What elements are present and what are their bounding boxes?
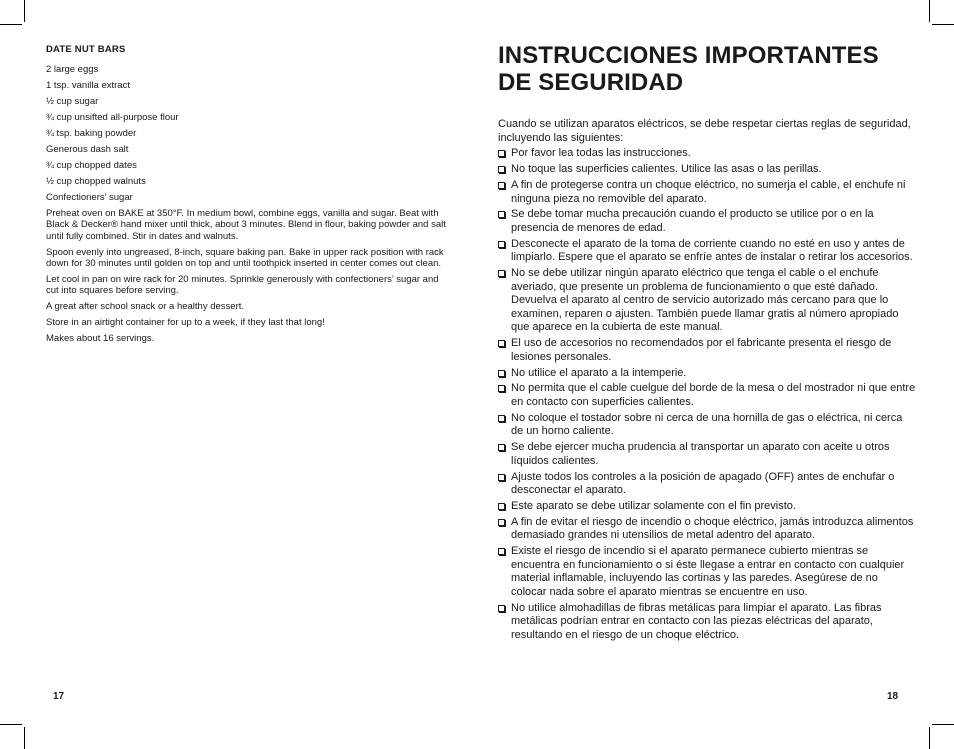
safety-item-text: Se debe tomar mucha precaución cuando el producto se utilice por o en la presencia de menores de edad. (511, 208, 874, 234)
page-title-line: INSTRUCCIONES IMPORTANTES (498, 42, 879, 69)
checkbox-icon (498, 241, 505, 248)
ingredient-item: 2 large eggs (46, 64, 99, 75)
intro-text: Cuando se utilizan aparatos eléctricos, se debe respetar ciertas reglas de seguridad, incluyendo las siguientes: (498, 118, 911, 144)
checkbox-icon (498, 182, 505, 189)
safety-item-text: No utilice el aparato a la intemperie. (511, 366, 687, 379)
ingredient-item: ½ cup sugar (46, 96, 99, 107)
safety-item (498, 208, 916, 235)
ingredient-list (46, 64, 448, 203)
ingredient-item: Generous dash salt (46, 144, 129, 155)
safety-item (498, 367, 916, 381)
crop-mark (932, 724, 954, 725)
safety-item (498, 337, 916, 364)
checkbox-icon (498, 211, 505, 218)
ingredient-item: ½ cup chopped walnuts (46, 176, 146, 187)
page-number-left: 17 (53, 691, 65, 702)
safety-item-text: No toque las superficies calientes. Utilice las asas o las perillas. (511, 163, 822, 176)
safety-item-text: No se debe utilizar ningún aparato eléctrico que tenga el cable o el enchufe averiado, que presente un problema de funcionamiento o que esté dañado. Devuelva el aparato al centro de servicio autorizado más cercano para que lo examinen, reparen o ajusten. También puede llamar gratis al número apropiado que aparece en la cubierta de este manual. (511, 267, 899, 334)
page-title (498, 42, 916, 96)
recipe-note: Store in an airtight container for up to a week, if they last that long! (46, 317, 325, 329)
checkbox-icon (498, 503, 505, 510)
recipe-yield: Makes about 16 servings. (46, 333, 155, 345)
crop-mark (929, 0, 930, 22)
safety-item (498, 238, 916, 265)
safety-item-text: No coloque el tostador sobre ni cerca de una hornilla de gas o eléctrica, ni cerca de un horno caliente. (511, 411, 903, 438)
safety-item-text: No permita que el cable cuelgue del borde de la mesa o del mostrador ni que entre en contacto con superficies calientes. (511, 382, 916, 408)
safety-item (498, 412, 916, 439)
recipe-step: Let cool in pan on wire rack for 20 minutes. Sprinkle generously with confectioners’ sugar and cut into squares before serving. (46, 273, 439, 297)
checkbox-icon (498, 270, 505, 277)
safety-item-text: Existe el riesgo de incendio si el aparato permanece cubierto mientras se encuentra en funcionamiento o si éste llegase a entrar en contacto con cualquier material inflamable, incluyendo las cortinas y las paredes. Asegúrese de no colocar nada sobre el aparato mientras se encuentre en uso. (511, 545, 905, 598)
crop-mark (0, 24, 22, 25)
safety-item-text: Este aparato se debe utilizar solamente con el fin previsto. (511, 499, 796, 512)
checkbox-icon (498, 340, 505, 347)
page-title-line: DE SEGURIDAD (498, 69, 684, 96)
checkbox-icon (498, 474, 505, 481)
safety-item (498, 516, 916, 543)
safety-item (498, 163, 916, 177)
checkbox-icon (498, 370, 505, 377)
safety-item (498, 545, 916, 599)
safety-page (498, 42, 916, 645)
safety-item (498, 267, 916, 335)
safety-item-text: Ajuste todos los controles a la posición de apagado (OFF) antes de enchufar o desconectar el aparato. (511, 470, 895, 497)
safety-item-text: No utilice almohadillas de fibras metálicas para limpiar el aparato. Las fibras metálicas podrían entrar en contacto con las piezas eléctricas del aparato, resultando en el riesgo de un choque eléctrico. (511, 601, 882, 641)
ingredient-item: ¾ tsp. baking powder (46, 128, 137, 139)
crop-mark (24, 0, 25, 22)
safety-item-text: A fin de protegerse contra un choque eléctrico, no sumerja el cable, el enchufe ni ninguna pieza no removible del aparato. (511, 178, 906, 205)
ingredient-item: ¾ cup chopped dates (46, 160, 137, 171)
crop-mark (929, 727, 930, 749)
safety-item-text: A fin de evitar el riesgo de incendio o choque eléctrico, jamás introduzca alimentos demasiado grandes ni utensilios de metal adentro del aparato. (511, 515, 914, 542)
checkbox-icon (498, 548, 505, 555)
ingredient-item: 1 tsp. vanilla extract (46, 80, 130, 91)
crop-mark (24, 727, 25, 749)
safety-list (498, 147, 916, 642)
safety-item-text: El uso de accesorios no recomendados por el fabricante presenta el riesgo de lesiones personales. (511, 337, 892, 363)
recipe-step: Spoon evenly into ungreased, 8-inch, square baking pan. Bake in upper rack position with rack down for 30 minutes until golden on top and until toothpick inserted in center comes out clean. (46, 246, 444, 269)
safety-item (498, 441, 916, 468)
checkbox-icon (498, 415, 505, 422)
safety-item (498, 471, 916, 498)
checkbox-icon (498, 444, 505, 451)
crop-mark (0, 724, 22, 725)
safety-item-text: Desconecte el aparato de la toma de corriente cuando no esté en uso y antes de limpiarlo. Espere que el aparato se enfríe antes de instalar o retirar los accesorios. (511, 237, 913, 264)
recipe-title: DATE NUT BARS (46, 44, 126, 55)
checkbox-icon (498, 519, 505, 526)
safety-item-text: Se debe ejercer mucha prudencia al transportar un aparato con aceite u otros líquidos calientes. (511, 441, 890, 467)
checkbox-icon (498, 605, 505, 612)
page-number-right: 18 (887, 691, 899, 702)
crop-mark (932, 24, 954, 25)
safety-item (498, 147, 916, 161)
safety-item (498, 179, 916, 206)
safety-item (498, 382, 916, 409)
recipe-page (46, 44, 448, 349)
safety-item (498, 602, 916, 643)
safety-item-text: Por favor lea todas las instrucciones. (511, 147, 691, 160)
recipe-note: A great after school snack or a healthy dessert. (46, 301, 245, 313)
checkbox-icon (498, 166, 505, 173)
checkbox-icon (498, 385, 505, 392)
safety-item (498, 500, 916, 514)
recipe-step: Preheat oven on BAKE at 350°F. In medium bowl, combine eggs, vanilla and sugar. Beat with Black & Decker® hand mixer until thick, about 3 minutes. Blend in flour, baking powder and salt until fully combined. Stir in dates and walnuts. (46, 208, 446, 242)
ingredient-item: Confectioners’ sugar (46, 192, 133, 203)
checkbox-icon (498, 150, 505, 157)
ingredient-item: ¾ cup unsifted all-purpose flour (46, 112, 179, 123)
